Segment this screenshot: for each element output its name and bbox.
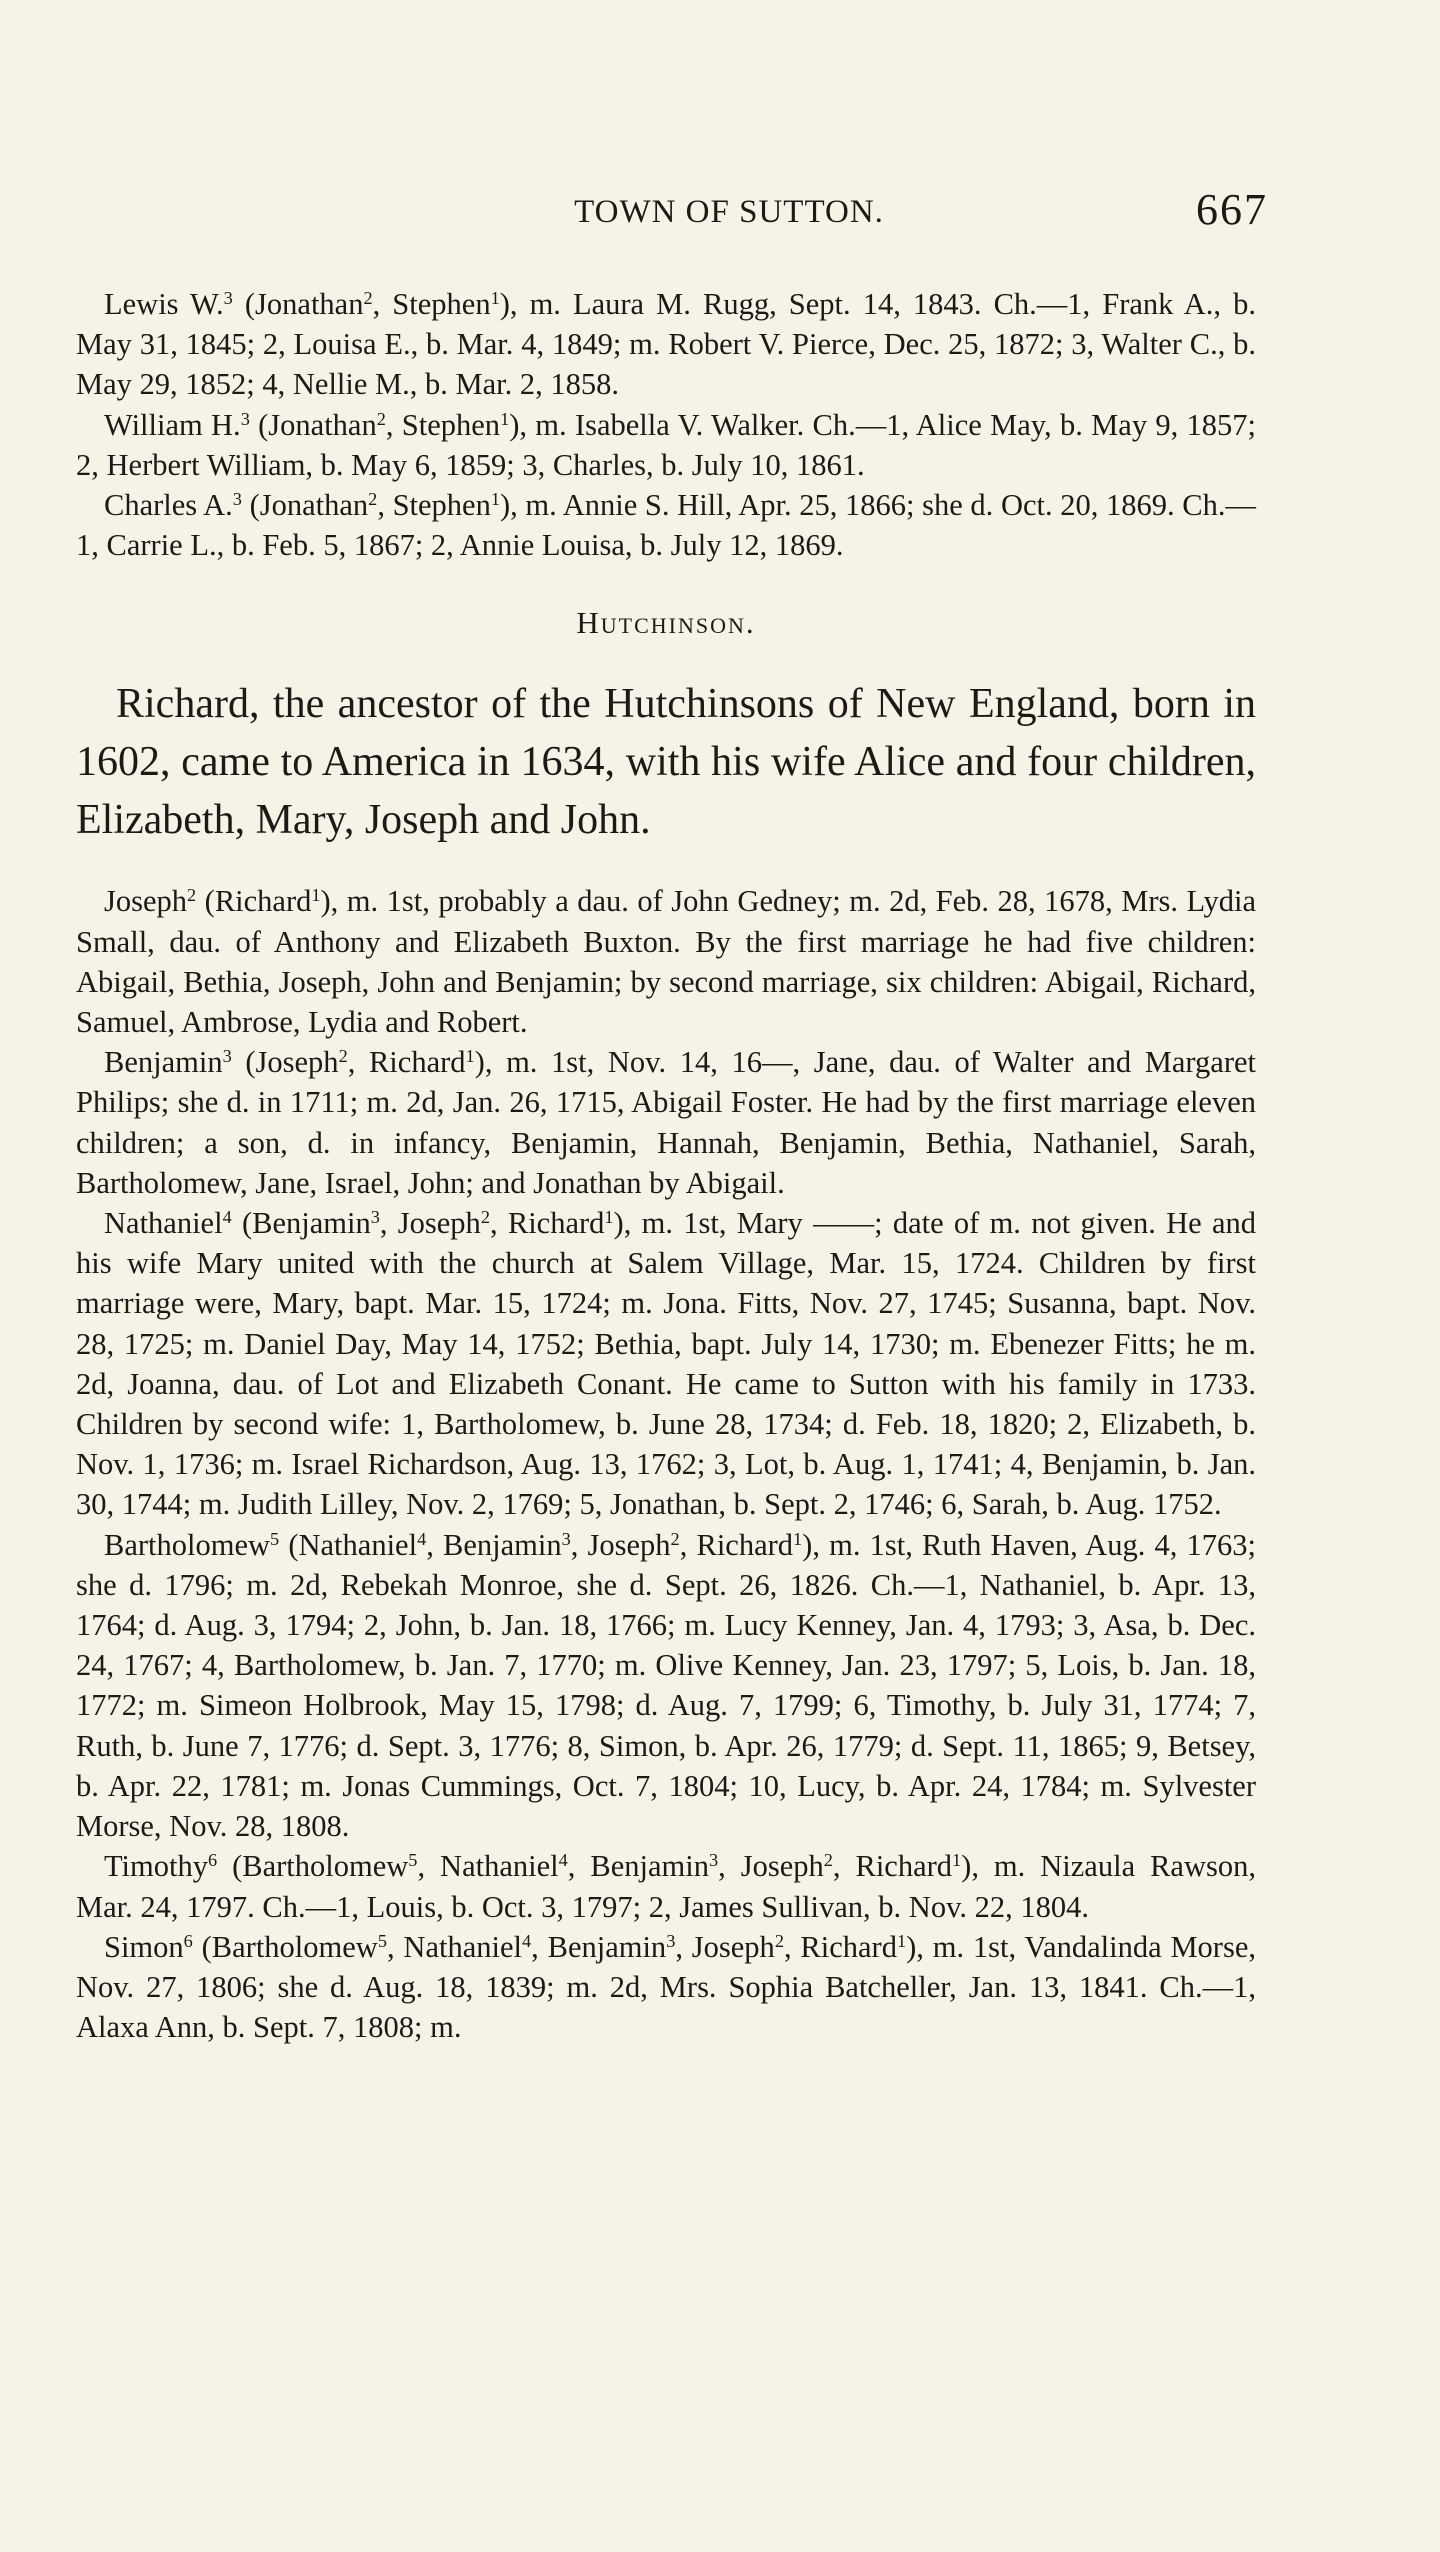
generation-superscript: 4 (522, 1930, 532, 1951)
entry-text: ), m. 1st, Nov. 14, 16—, Jane, dau. of Walter and Margaret Philips; she d. in 1711; m. 2d, Jan. 26, 1715, Abigail Foster. He had by the first marriage eleven children; a son, d. in infancy, Benjamin, Hannah, Benjamin, Bethia, Nathaniel, Sarah, Bartholomew, Jane, Israel, John; and Jonathan by Abigail. (76, 1045, 1256, 1200)
generation-superscript: 3 (370, 1206, 380, 1227)
entry-text: , Richard (832, 1849, 953, 1884)
entry-text: , Benjamin (426, 1527, 562, 1562)
generation-superscript: 1 (465, 1046, 475, 1067)
genealogy-entry (76, 485, 1256, 565)
generation-superscript: 4 (558, 1850, 568, 1871)
entry-text: Joseph (104, 884, 188, 919)
running-title: TOWN OF SUTTON. (574, 194, 884, 230)
entry-text: , Richard (347, 1045, 466, 1080)
generation-superscript: 2 (338, 1046, 348, 1067)
body-text (76, 284, 1256, 2047)
entry-text: Bartholomew (104, 1527, 271, 1562)
entry-text: William H. (104, 407, 241, 442)
entry-text: , Richard (679, 1527, 794, 1562)
entry-text: (Bartholomew (192, 1929, 378, 1964)
generation-superscript: 3 (222, 1046, 232, 1067)
entry-text: ), m. 1st, Mary ——; date of m. not given. He and his wife Mary united with the church at Salem Village, Mar. 15, 1724. Children by first marriage were, Mary, bapt. Mar. 15, 1724; m. Jona. Fitts, Nov. 27, 1745; Susanna, bapt. Nov. 28, 1725; m. Daniel Day, May 14, 1752; Bethia, bapt. July 14, 1730; m. Ebenezer Fitts; he m. 2d, Joanna, dau. of Lot and Elizabeth Conant. He came to Sutton with his family in 1733. Children by second wife: 1, Bartholomew, b. June 28, 1734; d. Feb. 18, 1820; 2, Elizabeth, b. Nov. 1, 1736; m. Israel Richardson, Aug. 13, 1762; 3, Lot, b. Aug. 1, 1741; 4, Benjamin, b. Jan. 30, 1744; m. Judith Lilley, Nov. 2, 1769; 5, Jonathan, b. Sept. 2, 1746; 6, Sarah, b. Aug. 1752. (76, 1206, 1256, 1522)
generation-superscript: 2 (376, 408, 386, 429)
generation-superscript: 1 (311, 885, 321, 906)
genealogy-entry (76, 1525, 1256, 1847)
generation-superscript: 5 (270, 1528, 280, 1549)
genealogy-entry (76, 881, 1256, 1042)
generation-superscript: 3 (666, 1930, 676, 1951)
generation-superscript: 2 (774, 1930, 784, 1951)
entry-text: , Stephen (385, 407, 501, 442)
generation-superscript: 6 (183, 1930, 193, 1951)
generation-superscript: 2 (187, 885, 197, 906)
generation-superscript: 3 (708, 1850, 719, 1871)
generation-superscript: 1 (896, 1930, 907, 1951)
generation-superscript: 2 (823, 1850, 833, 1871)
entry-text: , Benjamin (567, 1849, 709, 1884)
entry-text: ), m. Annie S. Hill, Apr. 25, 1866; she d. Oct. 20, 1869. Ch.—1, Carrie L., b. Feb. 5, 1867; 2, Annie Louisa, b. July 12, 1869. (76, 488, 1257, 563)
generation-superscript: 6 (207, 1850, 218, 1871)
generation-superscript: 1 (793, 1528, 803, 1549)
entry-text: Timothy (104, 1849, 208, 1884)
entry-text: ), m. Nizaula Rawson, Mar. 24, 1797. Ch.—1, Louis, b. Oct. 3, 1797; 2, James Sullivan, b. Nov. 22, 1804. (76, 1849, 1256, 1924)
entry-text: , Richard (783, 1929, 897, 1964)
entry-text: , Joseph (675, 1929, 775, 1964)
generation-superscript: 4 (417, 1528, 427, 1549)
entry-text: (Bartholomew (217, 1849, 409, 1884)
generation-superscript: 1 (490, 488, 500, 509)
entry-text: (Nathaniel (279, 1527, 418, 1562)
entry-text: , Nathaniel (386, 1929, 522, 1964)
genealogy-entry (76, 1203, 1256, 1525)
generation-superscript: 2 (368, 488, 378, 509)
page-header (70, 184, 1268, 244)
page-number: 667 (1196, 185, 1268, 234)
genealogy-entry (76, 284, 1256, 405)
generation-superscript: 1 (952, 1850, 962, 1871)
entry-text: (Richard (196, 884, 312, 919)
entry-text: Simon (104, 1929, 184, 1964)
generation-superscript: 1 (604, 1206, 614, 1227)
entry-text: (Joseph (231, 1045, 339, 1080)
section-heading: Hutchinson. (576, 605, 756, 641)
genealogy-entry (76, 405, 1256, 485)
entry-text: (Benjamin (231, 1206, 371, 1241)
entry-text: , Nathaniel (417, 1849, 559, 1884)
genealogy-entry (76, 1042, 1256, 1203)
entry-text: Charles A. (104, 488, 233, 523)
entry-text: (Jonathan (241, 488, 369, 523)
generation-superscript: 2 (363, 287, 373, 308)
generation-superscript: 3 (240, 408, 250, 429)
genealogy-entries-bottom (76, 881, 1256, 2047)
entry-text: ), m. 1st, Vandalinda Morse, Nov. 27, 1806; she d. Aug. 18, 1839; m. 2d, Mrs. Sophia Batcheller, Jan. 13, 1841. Ch.—1, Alaxa Ann, b. Sept. 7, 1808; m. (76, 1929, 1256, 2045)
entry-text: Nathaniel (104, 1206, 223, 1241)
entry-text: ), m. 1st, probably a dau. of John Gedney; m. 2d, Feb. 28, 1678, Mrs. Lydia Small, dau. of Anthony and Elizabeth Buxton. By the first marriage he had five children: Abigail, Bethia, Joseph, John and Benjamin; by second marriage, six children: Abigail, Richard, Samuel, Ambrose, Lydia and Robert. (76, 884, 1256, 1040)
generation-superscript: 3 (232, 488, 242, 509)
entry-text: ), m. Laura M. Rugg, Sept. 14, 1843. Ch.—1, Frank A., b. May 31, 1845; 2, Louisa E., b. Mar. 4, 1849; m. Robert V. Pierce, Dec. 25, 1872; 3, Walter C., b. May 29, 1852; 4, Nellie M., b. Mar. 2, 1858. (76, 287, 1257, 402)
entry-text: ), m. 1st, Ruth Haven, Aug. 4, 1763; she d. 1796; m. 2d, Rebekah Monroe, she d. Sept. 26, 1826. Ch.—1, Nathaniel, b. Apr. 13, 1764; d. Aug. 3, 1794; 2, John, b. Jan. 18, 1766; m. Lucy Kenney, Jan. 4, 1793; 3, Asa, b. Dec. 24, 1767; 4, Bartholomew, b. Jan. 7, 1770; m. Olive Kenney, Jan. 23, 1797; 5, Lois, b. Jan. 18, 1772; m. Simeon Holbrook, May 15, 1798; d. Aug. 7, 1799; 6, Timothy, b. July 31, 1774; 7, Ruth, b. June 7, 1776; d. Sept. 3, 1776; 8, Simon, b. Apr. 26, 1779; d. Sept. 11, 1865; 9, Betsey, b. Apr. 22, 1781; m. Jonas Cummings, Oct. 7, 1804; 10, Lucy, b. Apr. 24, 1784; m. Sylvester Morse, Nov. 28, 1808. (76, 1527, 1257, 1844)
generation-superscript: 2 (670, 1528, 680, 1549)
entry-text: Benjamin (104, 1045, 223, 1080)
generation-superscript: 1 (500, 408, 510, 429)
genealogy-entries-top (76, 284, 1256, 565)
generation-superscript: 2 (480, 1206, 490, 1227)
entry-text: (Jonathan (249, 407, 377, 442)
entry-text: , Joseph (379, 1206, 481, 1241)
entry-text: , Joseph (718, 1849, 824, 1884)
entry-text: (Jonathan (232, 287, 364, 321)
generation-superscript: 4 (222, 1206, 232, 1227)
entry-text: , Joseph (570, 1527, 671, 1562)
entry-text: , Stephen (372, 287, 491, 321)
entry-text: , Benjamin (531, 1929, 667, 1964)
genealogy-entry (76, 1927, 1256, 2048)
entry-text: Lewis W. (104, 287, 224, 321)
generation-superscript: 5 (377, 1930, 387, 1951)
entry-text: , Richard (489, 1206, 605, 1241)
lead-paragraph: Richard, the ancestor of the Hutchinsons of New England, born in 1602, came to America in 1634, with his wife Alice and four children, Elizabeth, Mary, Joseph and John. (76, 681, 1256, 844)
generation-superscript: 3 (223, 287, 233, 308)
generation-superscript: 3 (561, 1528, 571, 1549)
generation-superscript: 1 (490, 287, 500, 308)
generation-superscript: 5 (408, 1850, 418, 1871)
genealogy-entry (76, 1846, 1256, 1926)
entry-text: , Stephen (377, 488, 491, 523)
entry-text: ), m. Isabella V. Walker. Ch.—1, Alice May, b. May 9, 1857; 2, Herbert William, b. May 6, 1859; 3, Charles, b. July 10, 1861. (76, 407, 1257, 482)
